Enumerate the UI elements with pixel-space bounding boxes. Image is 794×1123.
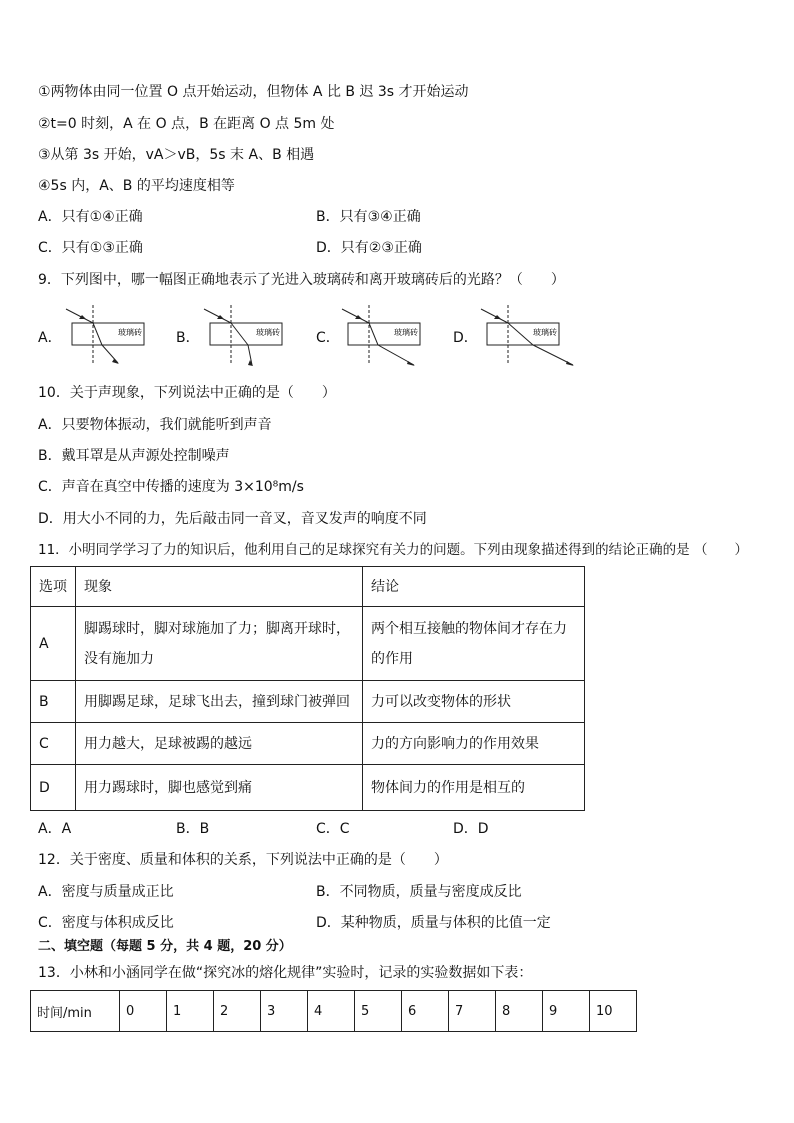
table-cell	[363, 607, 585, 681]
q13-stem: 13．小林和小涵同学在做“探究冰的熔化规律”实验时，记录的实验数据如下表：	[38, 965, 533, 981]
q11-option-a: A．A	[38, 821, 72, 837]
table-cell: 力的方向影响力的作用效果	[363, 723, 585, 765]
table-cell: 9	[543, 991, 590, 1032]
table-row	[31, 681, 585, 723]
table-cell: C	[31, 723, 76, 765]
cell-line: 的作用	[371, 650, 413, 667]
table-header-cell: 现象	[76, 567, 363, 607]
table-cell: A	[31, 607, 76, 681]
table-cell: 用力踢球时，脚也感觉到痛	[76, 765, 363, 811]
table-row	[31, 765, 585, 811]
q8-option-c: C．只有①③正确	[38, 240, 143, 256]
q12-stem: 12．关于密度、质量和体积的关系，下列说法中正确的是（ ）	[38, 852, 448, 868]
table-row	[31, 723, 585, 765]
q9-figure-c	[338, 303, 432, 369]
table-header-row	[31, 567, 585, 607]
q12-option-c: C．密度与体积成反比	[38, 915, 174, 931]
table-cell	[76, 607, 363, 681]
q9-label-c: C．	[316, 330, 340, 346]
q9-stem: 9．下列图中，哪一幅图正确地表示了光进入玻璃砖和离开玻璃砖后的光路？（ ）	[38, 272, 565, 288]
table-cell: 力可以改变物体的形状	[363, 681, 585, 723]
q11-option-c: C．C	[316, 821, 350, 837]
q9-glass-label-c: 玻璃砖	[394, 328, 418, 337]
q8-option-d: D．只有②③正确	[316, 240, 422, 256]
q9-figure-b	[200, 303, 290, 369]
q11-table	[30, 566, 585, 811]
q12-option-b: B．不同物质，质量与密度成反比	[316, 884, 522, 900]
q8-statement-1: ①两物体由同一位置 O 点开始运动，但物体 A 比 B 迟 3s 才开始运动	[38, 84, 469, 100]
q9-label-d: D．	[453, 330, 478, 346]
table-row	[31, 607, 585, 681]
q8-option-b: B．只有③④正确	[316, 209, 421, 225]
q8-statement-3: ③从第 3s 开始，vA＞vB，5s 末 A、B 相遇	[38, 147, 315, 163]
q11-option-b: B．B	[176, 821, 210, 837]
cell-line: 脚踢球时，脚对球施加了力；脚离开球时，	[84, 620, 350, 637]
q12-option-a: A．密度与质量成正比	[38, 884, 174, 900]
q12-option-d: D．某种物质，质量与体积的比值一定	[316, 915, 551, 931]
q11-option-d: D．D	[453, 821, 489, 837]
table-cell: 用脚踢足球，足球飞出去，撞到球门被弹回	[76, 681, 363, 723]
table-cell: 2	[214, 991, 261, 1032]
table-cell: 1	[167, 991, 214, 1032]
table-cell: 4	[308, 991, 355, 1032]
q9-figure-a	[62, 303, 152, 369]
table-cell: 5	[355, 991, 402, 1032]
table-cell: 物体间力的作用是相互的	[363, 765, 585, 811]
q8-statement-4: ④5s 内，A、B 的平均速度相等	[38, 178, 235, 194]
q8-statement-2: ②t=0 时刻，A 在 O 点，B 在距离 O 点 5m 处	[38, 116, 335, 132]
q9-glass-label-d: 玻璃砖	[533, 328, 557, 337]
q10-option-c: C．声音在真空中传播的速度为 3×10⁸m/s	[38, 479, 304, 495]
table-cell: 6	[402, 991, 449, 1032]
q13-table	[30, 990, 637, 1032]
table-cell: 用力越大，足球被踢的越远	[76, 723, 363, 765]
table-cell: 3	[261, 991, 308, 1032]
table-row	[31, 991, 637, 1032]
table-cell: 7	[449, 991, 496, 1032]
table-header-cell: 选项	[31, 567, 76, 607]
table-cell: 10	[590, 991, 637, 1032]
q10-option-d: D．用大小不同的力，先后敲击同一音叉，音叉发声的响度不同	[38, 511, 427, 527]
q10-option-a: A．只要物体振动，我们就能听到声音	[38, 417, 272, 433]
q9-glass-label-b: 玻璃砖	[256, 328, 280, 337]
table-header-cell: 结论	[363, 567, 585, 607]
cell-line: 没有施加力	[84, 650, 154, 667]
q10-option-b: B．戴耳罩是从声源处控制噪声	[38, 448, 230, 464]
q9-label-a: A．	[38, 330, 62, 346]
table-header-cell: 时间/min	[31, 991, 120, 1032]
q9-glass-label-a: 玻璃砖	[118, 328, 142, 337]
q10-stem: 10．关于声现象，下列说法中正确的是（ ）	[38, 385, 336, 401]
table-cell: D	[31, 765, 76, 811]
table-cell: 0	[120, 991, 167, 1032]
q8-option-a: A．只有①④正确	[38, 209, 143, 225]
q9-label-b: B．	[176, 330, 200, 346]
cell-line: 两个相互接触的物体间才存在力	[371, 620, 567, 637]
table-cell: B	[31, 681, 76, 723]
q9-figure-d	[477, 303, 577, 369]
table-cell: 8	[496, 991, 543, 1032]
section-title: 二、填空题（每题 5 分，共 4 题，20 分）	[38, 939, 292, 954]
q11-stem: 11．小明同学学习了力的知识后，他利用自己的足球探究有关力的问题。下列由现象描述得到的结论正确的是 （ ）	[38, 542, 748, 558]
